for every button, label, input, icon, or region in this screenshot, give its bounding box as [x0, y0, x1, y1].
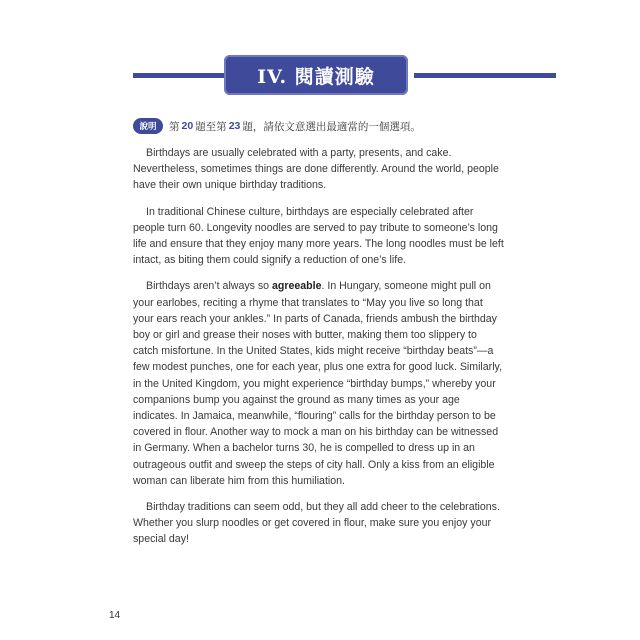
- instruction-suffix: 題，請依文意選出最適當的一個選項。: [242, 120, 421, 133]
- paragraph-3: [133, 278, 505, 489]
- paragraph-4: Birthday traditions can seem odd, but they all add cheer to the celebrations. Whether you slurp noodles or get covered in flour, make sure you enjoy your special day!: [133, 501, 500, 546]
- section-title: IV. 閱讀測驗: [257, 65, 375, 88]
- paragraph-3-intro: Birthdays aren’t always so: [146, 280, 273, 293]
- paragraph-1: Birthdays are usually celebrated with a party, presents, and cake. Nevertheless, sometimes things are done differently. Around the world, people have their own unique birthday traditions.: [133, 147, 499, 192]
- instruction-line: [133, 116, 421, 136]
- header-rule-left: [133, 73, 225, 78]
- header-rule-right: [414, 73, 556, 78]
- reading-passage: [133, 145, 505, 558]
- vocabulary-highlight: agreeable: [272, 280, 322, 293]
- instruction-prefix: 第: [169, 120, 180, 133]
- question-end-number: 23: [228, 120, 241, 132]
- paragraph-2: In traditional Chinese culture, birthdays are especially celebrated after people turn 60. Longevity noodles are served to pay tribute to someone’s long life and ensure that they enjoy many more years. The long noodles must be left intact, as biting them could signify a reduction of one’s life.: [133, 205, 504, 267]
- question-start-number: 20: [181, 120, 194, 132]
- page-number: 14: [109, 610, 121, 621]
- paragraph-3-rest: . In Hungary, someone might pull on your earlobes, reciting a rhyme that translates to “May you live so long that your ears reach your ankles.” In parts of Canada, friends ambush the birthday boy or girl and grease their noses with butter, making them too slippery to catch misfortune. In the United States, kids might receive “birthday beats”—a few modest punches, one for each year, plus one extra for good luck. Similarly, in the United Kingdom, you might experience “birthday bumps,” whereby your companions bump you against the ground as many times as your age indicates. In Jamaica, meanwhile, “flouring” calls for the birthday person to be covered in flour. Another way to mock a man on his birthday can be witnessed in Germany. When a bachelor turns 30, he is compelled to dress up in an outrageous outfit and sweep the steps of city hall. Only a kiss from an eligible woman can liberate him from this humiliation.: [133, 280, 503, 487]
- instruction-middle: 題至第: [195, 120, 227, 133]
- instruction-badge: 說明: [133, 118, 163, 134]
- section-title-banner: [224, 55, 408, 95]
